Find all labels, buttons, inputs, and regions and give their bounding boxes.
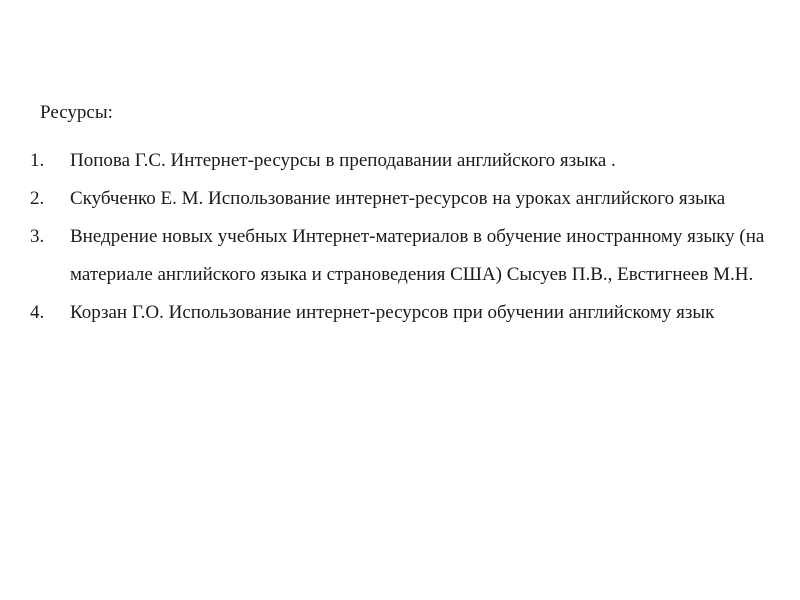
- reference-text: Корзан Г.О. Использование интернет-ресурсов при обучении английскому язык: [70, 302, 715, 323]
- reference-number: 1.: [30, 150, 45, 171]
- reference-item-3: [30, 218, 790, 294]
- reference-number: 4.: [30, 302, 45, 323]
- reference-text: Попова Г.С. Интернет-ресурсы в преподавании английского языка .: [70, 150, 616, 171]
- reference-item-2: [30, 180, 790, 218]
- references-list: [30, 142, 790, 332]
- reference-item-4: [30, 294, 790, 332]
- resources-heading: Ресурсы:: [40, 102, 113, 123]
- reference-text: Внедрение новых учебных Интернет-материалов в обучение иностранному языку (на материале английского языка и страноведения США) Сысуев П.В., Евстигнеев М.Н.: [70, 226, 765, 285]
- reference-number: 2.: [30, 188, 45, 209]
- reference-text: Скубченко Е. М. Использование интернет-ресурсов на уроках английского языка: [70, 188, 726, 209]
- reference-item-1: [30, 142, 790, 180]
- reference-number: 3.: [30, 226, 45, 247]
